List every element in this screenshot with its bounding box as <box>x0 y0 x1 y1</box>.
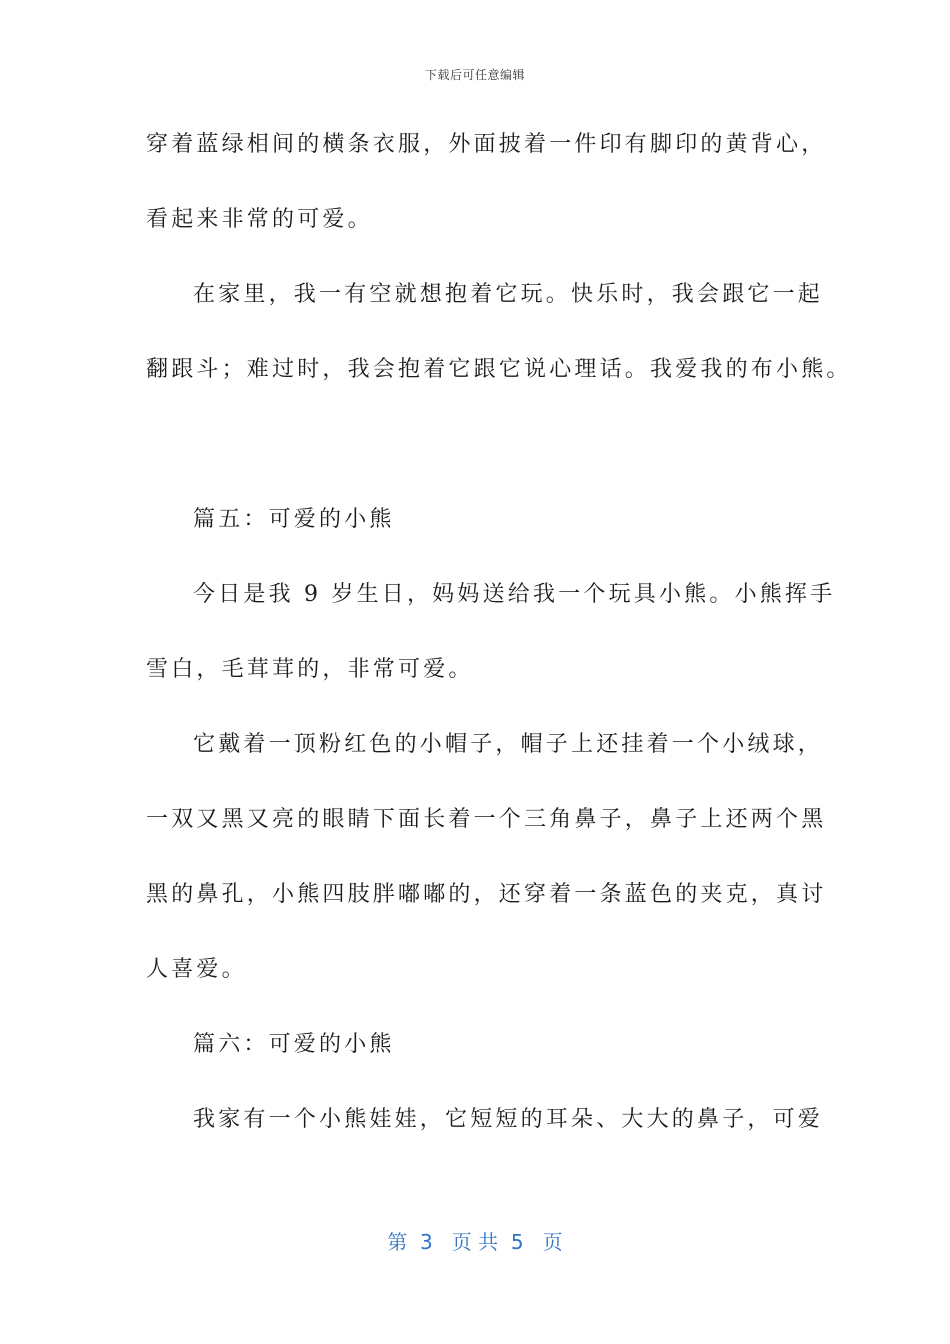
text-line: 看起来非常的可爱。 <box>146 207 373 232</box>
paragraph-start-line: 在家里，我一有空就想抱着它玩。快乐时，我会跟它一起 <box>193 282 824 307</box>
paragraph-start-line: 它戴着一顶粉红色的小帽子，帽子上还挂着一个小绒球， <box>193 732 824 757</box>
page-number: 第 3 页 共 5 页 <box>387 1230 563 1254</box>
text-line: 人喜爱。 <box>146 957 247 982</box>
text-line: 黑的鼻孔，小熊四肢胖嘟嘟的，还穿着一条蓝色的夹克，真讨 <box>146 882 827 907</box>
paragraph-start-line: 今日是我 9 岁生日，妈妈送给我一个玩具小熊。小熊挥手 <box>193 582 836 607</box>
text-line: 穿着蓝绿相间的横条衣服，外面披着一件印有脚印的黄背心， <box>146 132 827 157</box>
text-line: 雪白，毛茸茸的，非常可爱。 <box>146 657 474 682</box>
section-heading: 篇六：可爱的小熊 <box>193 1032 395 1057</box>
section-heading: 篇五：可爱的小熊 <box>193 507 395 532</box>
header-note: 下载后可任意编辑 <box>424 68 525 82</box>
paragraph-start-line: 我家有一个小熊娃娃，它短短的耳朵、大大的鼻子，可爱 <box>193 1107 824 1132</box>
text-line: 翻跟斗；难过时，我会抱着它跟它说心理话。我爱我的布小熊。 <box>146 357 852 382</box>
text-line: 一双又黑又亮的眼睛下面长着一个三角鼻子，鼻子上还两个黑 <box>146 807 827 832</box>
